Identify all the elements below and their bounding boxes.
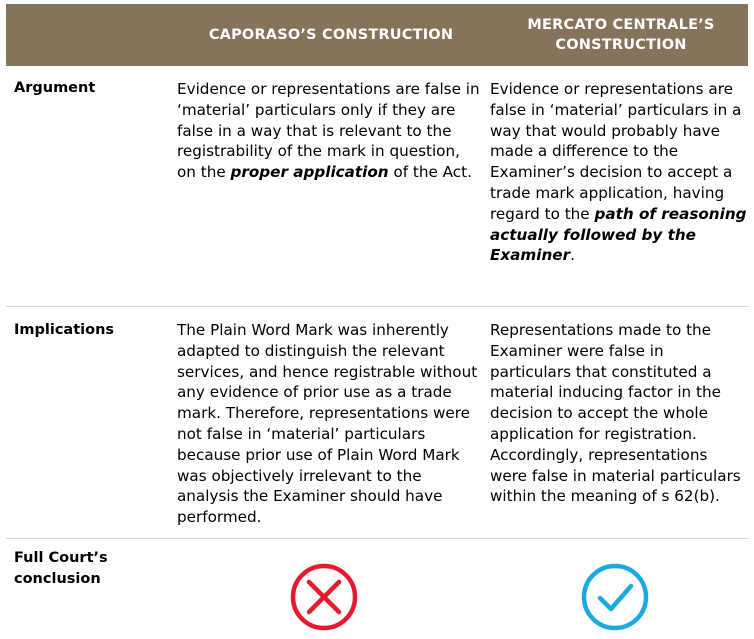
- table-header: [6, 4, 748, 66]
- row-label-conclusion-line2: conclusion: [14, 571, 101, 587]
- argument-caporaso-text: Evidence or representations are false in ‘material’ particulars only if they are false in a way that is relevant to the registrability of the mark in question, on the: [177, 80, 480, 182]
- header-mercato: [494, 15, 748, 55]
- header-caporaso: CAPORASO’S CONSTRUCTION: [208, 27, 454, 43]
- row-label-argument: Argument: [14, 80, 96, 96]
- row-label-implications: Implications: [14, 322, 115, 338]
- row-argument: [6, 66, 748, 306]
- implications-mercato: Representations made to the Examiner were false in particulars that constituted a material inducing factor in the decision to accept the whole application for registration. Accordingly, representations were false in material particulars within the meaning of s 62(b).: [490, 321, 741, 506]
- row-conclusion: [6, 538, 748, 639]
- implications-caporaso: The Plain Word Mark was inherently adapted to distinguish the relevant services, and hence registrable without any evidence of prior use as a trade mark. Therefore, representations were not false in ‘material’ particulars because prior use of Plain Word Mark was objectively irrelevant to the analysis the Examiner should have performed.: [177, 321, 478, 527]
- row-implications: [6, 306, 748, 539]
- argument-mercato-tail: .: [570, 246, 575, 265]
- header-mercato-line1: MERCATO CENTRALE’S: [527, 17, 715, 33]
- row-label-conclusion-line1: Full Court’s: [14, 550, 108, 566]
- check-circle-icon: [581, 563, 649, 635]
- argument-caporaso-tail: of the Act.: [388, 163, 472, 182]
- argument-caporaso: [177, 79, 482, 183]
- argument-mercato: [490, 79, 748, 266]
- argument-caporaso-emphasis: proper application: [230, 163, 389, 182]
- argument-mercato-text: Evidence or representations are false in ‘material’ particulars in a way that would probably have made a difference to the Examiner’s decision to accept a trade mark application, having regard to the: [490, 80, 742, 223]
- cross-circle-icon: [290, 563, 358, 635]
- argument-mercato-emphasis: path of reasoning actually followed by the Examiner: [490, 204, 747, 265]
- header-mercato-line2: CONSTRUCTION: [555, 37, 687, 53]
- row-label-conclusion: [14, 548, 164, 590]
